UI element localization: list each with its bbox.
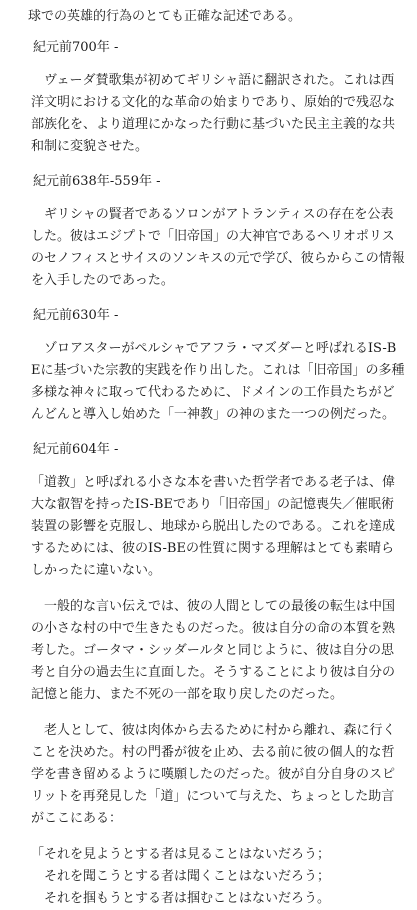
section-year: 紀元前630年 - bbox=[33, 308, 119, 323]
section-700bc bbox=[31, 38, 405, 158]
quote-block bbox=[31, 844, 405, 910]
body-paragraph: 老人として、彼は肉体から去るために村から離れ、森に行くことを決めた。村の門番が彼を止め、去る前に彼の個人的な哲学を書き留めるように嘆願したのだった。彼が自分自身のスピリットを再発見した「道」について与えた、ちょっとした助言がここにある： bbox=[31, 723, 396, 826]
section-year: 紀元前604年 - bbox=[33, 442, 119, 457]
section-text: ギリシャの賢者であるソロンがアトランティスの存在を公表した。彼はエジプトで「旧帝国」の大神官であるヘリオポリスのセノフィスとサイスのソンキスの元で学び、彼らからこの情報を入手したのであった。 bbox=[31, 207, 405, 288]
section-630bc bbox=[31, 306, 405, 426]
section-text: 「道教」と呼ばれる小さな本を書いた哲学者である老子は、偉大な叡智を持ったIS-BEであり「旧帝国」の記憶喪失／催眠術装置の影響を克服し、地球から脱出したのである。これを達成するためには、彼のIS-BEの性質に関する理解はとても素晴らしかったに違いない。 bbox=[31, 475, 396, 578]
section-text: ゾロアスターがペルシャでアフラ・マズダーと呼ばれるIS-BEに基づいた宗教的実践を作り出した。これは「旧帝国」の多種多様な神々に取って代わるために、ドメインの工作員たちがどんどんと導入し始めた「一神教」の神のまた一つの例だった。 bbox=[31, 341, 405, 422]
section-year: 紀元前638年-559年 - bbox=[33, 174, 161, 189]
body-paragraph: 一般的な言い伝えでは、彼の人間としての最後の転生は中国の小さな村の中で生きたものだった。彼は自分の命の本質を熟考した。ゴータマ・シッダールタと同じように、彼は自分の思考と自分の過去生に直面した。そうすることにより彼は自分の記憶と能力、また不死の一部を取り戻したのだった。 bbox=[31, 599, 396, 702]
section-year: 紀元前700年 - bbox=[33, 40, 119, 55]
section-604bc bbox=[31, 440, 405, 582]
section-638bc bbox=[31, 172, 405, 292]
quote-line: それを掴もうとする者は掴むことはないだろう。 bbox=[44, 891, 331, 906]
quote-line: それを聞こうとする者は聞くことはないだろう； bbox=[44, 869, 331, 884]
quote-line: 「それを見ようとする者は見ることはないだろう； bbox=[31, 847, 331, 862]
section-text: ヴェーダ賛歌集が初めてギリシャ語に翻訳された。これは西洋文明における文化的な革命の始まりであり、原始的で残忍な部族化を、より道理にかなった行動に基づいた民主主義的な共和制に変貌させた。 bbox=[31, 73, 396, 154]
intro-text: 球での英雄的行為のとても正確な記述である。 bbox=[28, 9, 302, 24]
